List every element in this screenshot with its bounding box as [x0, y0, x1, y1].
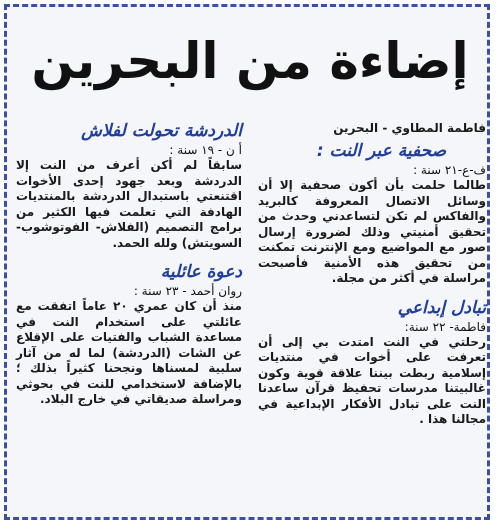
- section-byline: أ ن - ١٩ سنة :: [169, 143, 242, 157]
- page-title: إضاءة من البحرين: [31, 32, 469, 90]
- section-online-journalist: [258, 140, 486, 287]
- section-byline: فاطمة- ٢٢ سنة:: [404, 319, 486, 334]
- left-column: [16, 120, 242, 418]
- section-text: منذ أن كان عمري ٢٠ عاماً اتفقت مع عائلتي على استخدام النت في مساعدة الشباب والفتيات على الإقلاع عن الشات (الدردشة) لما له من آثار سلبية لمسناها ونجحنا كثيراً بذلك ؛ بالإضافة لاستخدامي للنت في بحوثي ومراسلة صديقاتي في خارج البلاد.: [16, 299, 242, 406]
- section-creative-exchange: [258, 297, 486, 428]
- section-heading: الدردشة تحولت لفلاش: [81, 121, 242, 141]
- section-chat-to-flash: [16, 120, 242, 251]
- section-text: رحلتي في النت امتدت بي إلى أن تعرفت على أخوات في منتديات إسلامية ربطت بيننا علاقة قوية وكون غالبيتنا مدرسات تحفيظ قرآن ساعدنا النت على تبادل الأفكار الإبداعية في مجالنا هذا .: [258, 334, 486, 426]
- section-byline: ف-ع-٢١ سنة :: [413, 163, 486, 177]
- section-byline: روان أحمد - ٢٣ سنة :: [133, 284, 242, 298]
- section-text: طالما حلمت بأن أكون صحفية إلا أن وسائل الاتصال المعروفة كالبريد والفاكس لم تكن لتساعدني وحدث من تحقيق أمنيتي وذلك لضرورة إرسال صور مع المواضيع ومع الإنترنت تمكنت من تحقيق هذه الأمنية فأصبحت مراسلة في أكثر من مجلة.: [258, 178, 486, 285]
- article-author: فاطمة المطاوي - البحرين: [333, 121, 486, 135]
- section-heading: تبادل إبداعي: [397, 297, 486, 318]
- right-column: [258, 120, 486, 438]
- section-text: سابقاً لم أكن أعرف من النت إلا الدردشة وبعد جهود إحدى الأخوات اقتنعتي باستبدال الدردشة بالمنتديات الهادفة التي تعلمت فيها الكثير من برامج التصميم (الفلاش- الفوتوشوب- السويتش) ولله الحمد.: [16, 158, 242, 250]
- section-heading: دعوة عائلية: [160, 262, 242, 282]
- section-heading: صحفية عبر النت :: [316, 141, 446, 161]
- section-family-call: [16, 261, 242, 408]
